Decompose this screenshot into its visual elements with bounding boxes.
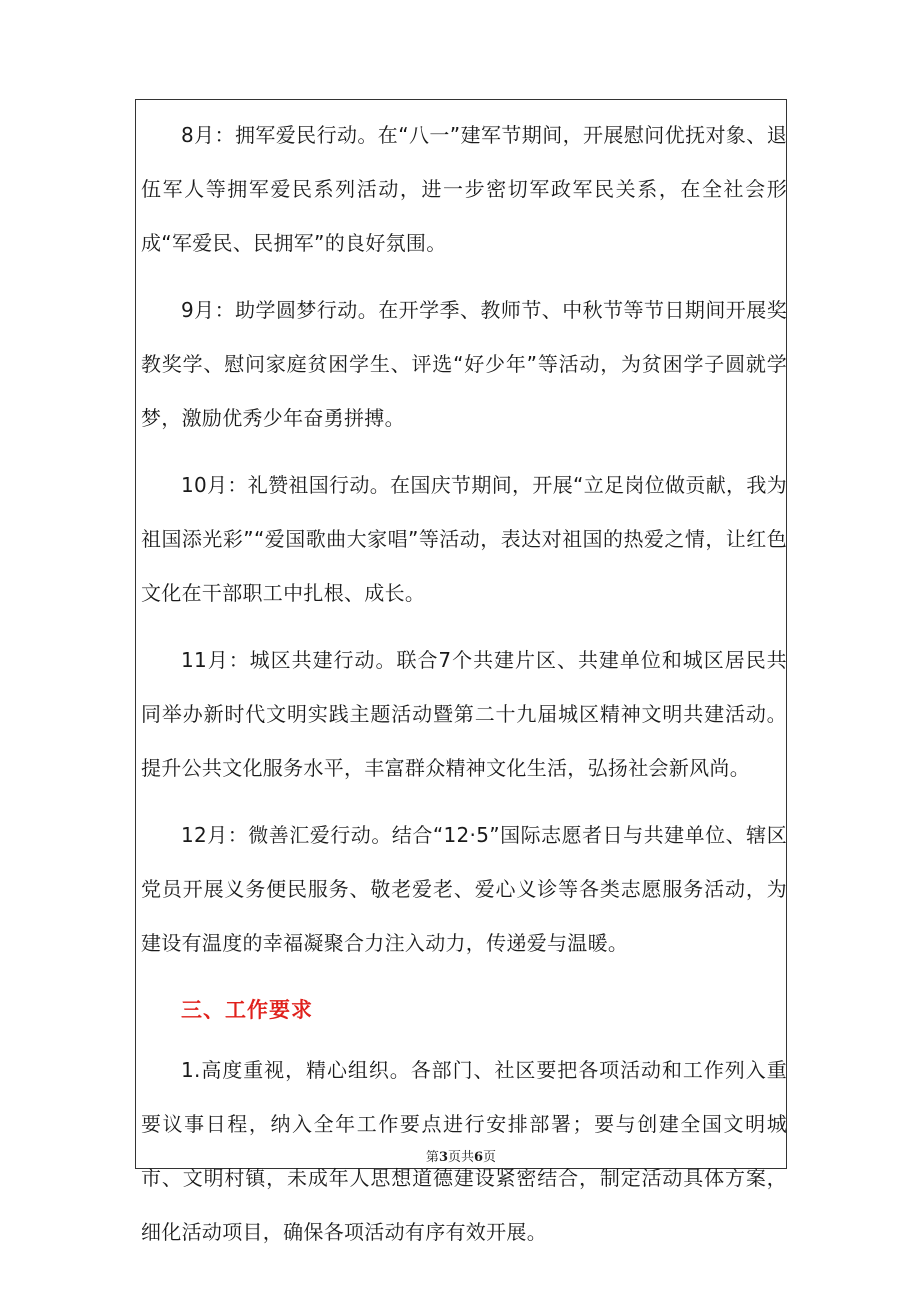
footer-middle: 页共 [447, 1150, 474, 1165]
paragraph-september: 9月：助学圆梦行动。在开学季、教师节、中秋节等节日期间开展奖教奖学、慰问家庭贫困学生、评选“好少年”等活动，为贫困学子圆就学梦，激励优秀少年奋勇拼搏。 [141, 298, 787, 430]
paragraph-august: 8月：拥军爱民行动。在“八一”建军节期间，开展慰问优抚对象、退伍军人等拥军爱民系列活动，进一步密切军政军民关系，在全社会形成“军爱民、民拥军”的良好氛围。 [141, 123, 787, 255]
footer-prefix: 第 [425, 1150, 439, 1165]
paragraph-october: 10月：礼赞祖国行动。在国庆节期间，开展“立足岗位做贡献，我为祖国添光彩”“爱国歌曲大家唱”等活动，表达对祖国的热爱之情，让红色文化在干部职工中扎根、成长。 [141, 473, 787, 605]
paragraph-requirement-1: 1.高度重视，精心组织。各部门、社区要把各项活动和工作列入重要议事日程，纳入全年工作要点进行安排部署；要与创建全国文明城市、文明村镇，未成年人思想道德建设紧密结合，制定活动具体方案，细化活动项目，确保各项活动有序有效开展。 [141, 1058, 787, 1244]
section-heading-requirements: 三、工作要求 [181, 998, 313, 1022]
paragraph-november: 11月：城区共建行动。联合7个共建片区、共建单位和城区居民共同举办新时代文明实践主题活动暨第二十九届城区精神文明共建活动。提升公共文化服务水平，丰富群众精神文化生活，弘扬社会新风尚。 [141, 648, 787, 780]
document-body [141, 108, 787, 1272]
footer-total-pages: 6 [474, 1150, 484, 1165]
footer-suffix: 页 [483, 1150, 497, 1165]
footer-current-page: 3 [438, 1150, 448, 1165]
page-footer [135, 1150, 787, 1166]
paragraph-december: 12月：微善汇爱行动。结合“12·5”国际志愿者日与共建单位、辖区党员开展义务便民服务、敬老爱老、爱心义诊等各类志愿服务活动，为建设有温度的幸福凝聚合力注入动力，传递爱与温暖。 [141, 823, 787, 955]
